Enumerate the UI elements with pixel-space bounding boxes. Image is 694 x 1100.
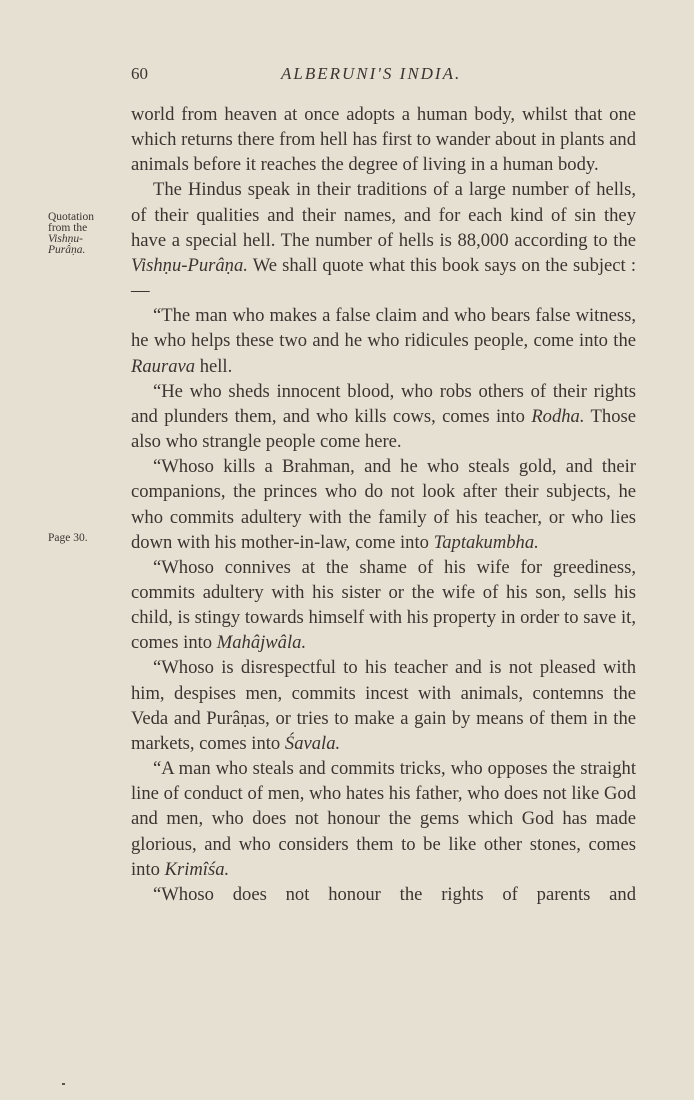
margin-note-line: Purâṇa. — [48, 244, 86, 256]
margin-note-line: Quotation — [48, 211, 94, 223]
text-run: The Hindus speak in their traditions of a large number of hells, of their qualities and their names, and for each kind of sin they have a special hell. The number of hells is 88,000 according to the — [131, 179, 636, 251]
text-run: “He who sheds innocent blood, who robs others of their rights and plunders them, and who kills cows, comes into — [131, 380, 636, 427]
paragraph: world from heaven at once adopts a human body, whilst that one which returns there from hell has first to wander about in plants and animals before it reaches the degree of living in a human body. — [131, 104, 636, 176]
hell-name: Mahâjwâla. — [216, 632, 307, 654]
text-run: “Whoso kills a Brahman, and he who steals gold, and their companions, the princes who do not look after their subjects, he who commits adultery with the family of his teacher, or who lies down with his mother-in-law, come into — [131, 456, 636, 553]
paragraph — [131, 454, 636, 555]
text-run: We shall quote what this book says on the subject :— — [131, 254, 636, 302]
hell-name: Rodha. — [531, 405, 585, 427]
text-run: “The man who makes a false claim and who bears false witness, he who helps these two and he who ridicules people, come into the — [131, 305, 636, 352]
text-run: “A man who steals and commits tricks, who opposes the straight line of conduct of men, who hates his father, who does not like God and men, who does not honour the gems which God has made glorious, and who considers them to be like other stones, comes into — [131, 758, 636, 880]
margin-note-quotation — [48, 212, 126, 256]
paragraph — [131, 756, 636, 882]
hell-name: Krimîśa. — [164, 858, 230, 880]
margin-note-line: from the — [48, 222, 88, 234]
page-header — [131, 64, 636, 88]
margin-note-line: Vishṇu- — [48, 233, 83, 245]
text-run: “Whoso is disrespectful to his teacher and is not pleased with him, despises men, commits incest with animals, contemns the Veda and Purâṇas, or tries to make a gain by means of them in the markets, comes into — [131, 657, 636, 754]
print-speck — [62, 1083, 65, 1085]
paragraph — [131, 303, 636, 378]
hell-name: Śavala. — [284, 732, 341, 754]
text-run: “Whoso connives at the shame of his wife for greediness, commits adultery with his sister or the wife of his son, sells his child, is stingy towards himself with his property in order to save it, comes into — [131, 556, 636, 654]
text-run: Those also who strangle people come here. — [131, 405, 636, 453]
text-run: hell. — [195, 355, 233, 377]
running-title: ALBERUNI'S INDIA. — [281, 64, 462, 83]
book-title: Vishṇu-Purâṇa. — [131, 254, 248, 276]
paragraph — [131, 177, 636, 303]
body-text — [131, 102, 636, 907]
page-number: 60 — [131, 64, 148, 83]
hell-name: Taptakumbha. — [433, 531, 539, 553]
paragraph — [131, 655, 636, 756]
paragraph — [131, 555, 636, 656]
hell-name: Raurava — [131, 355, 196, 377]
margin-note-page-ref: Page 30. — [48, 532, 88, 544]
paragraph: “Whoso does not honour the rights of parents and — [153, 883, 636, 905]
paragraph — [131, 379, 636, 454]
